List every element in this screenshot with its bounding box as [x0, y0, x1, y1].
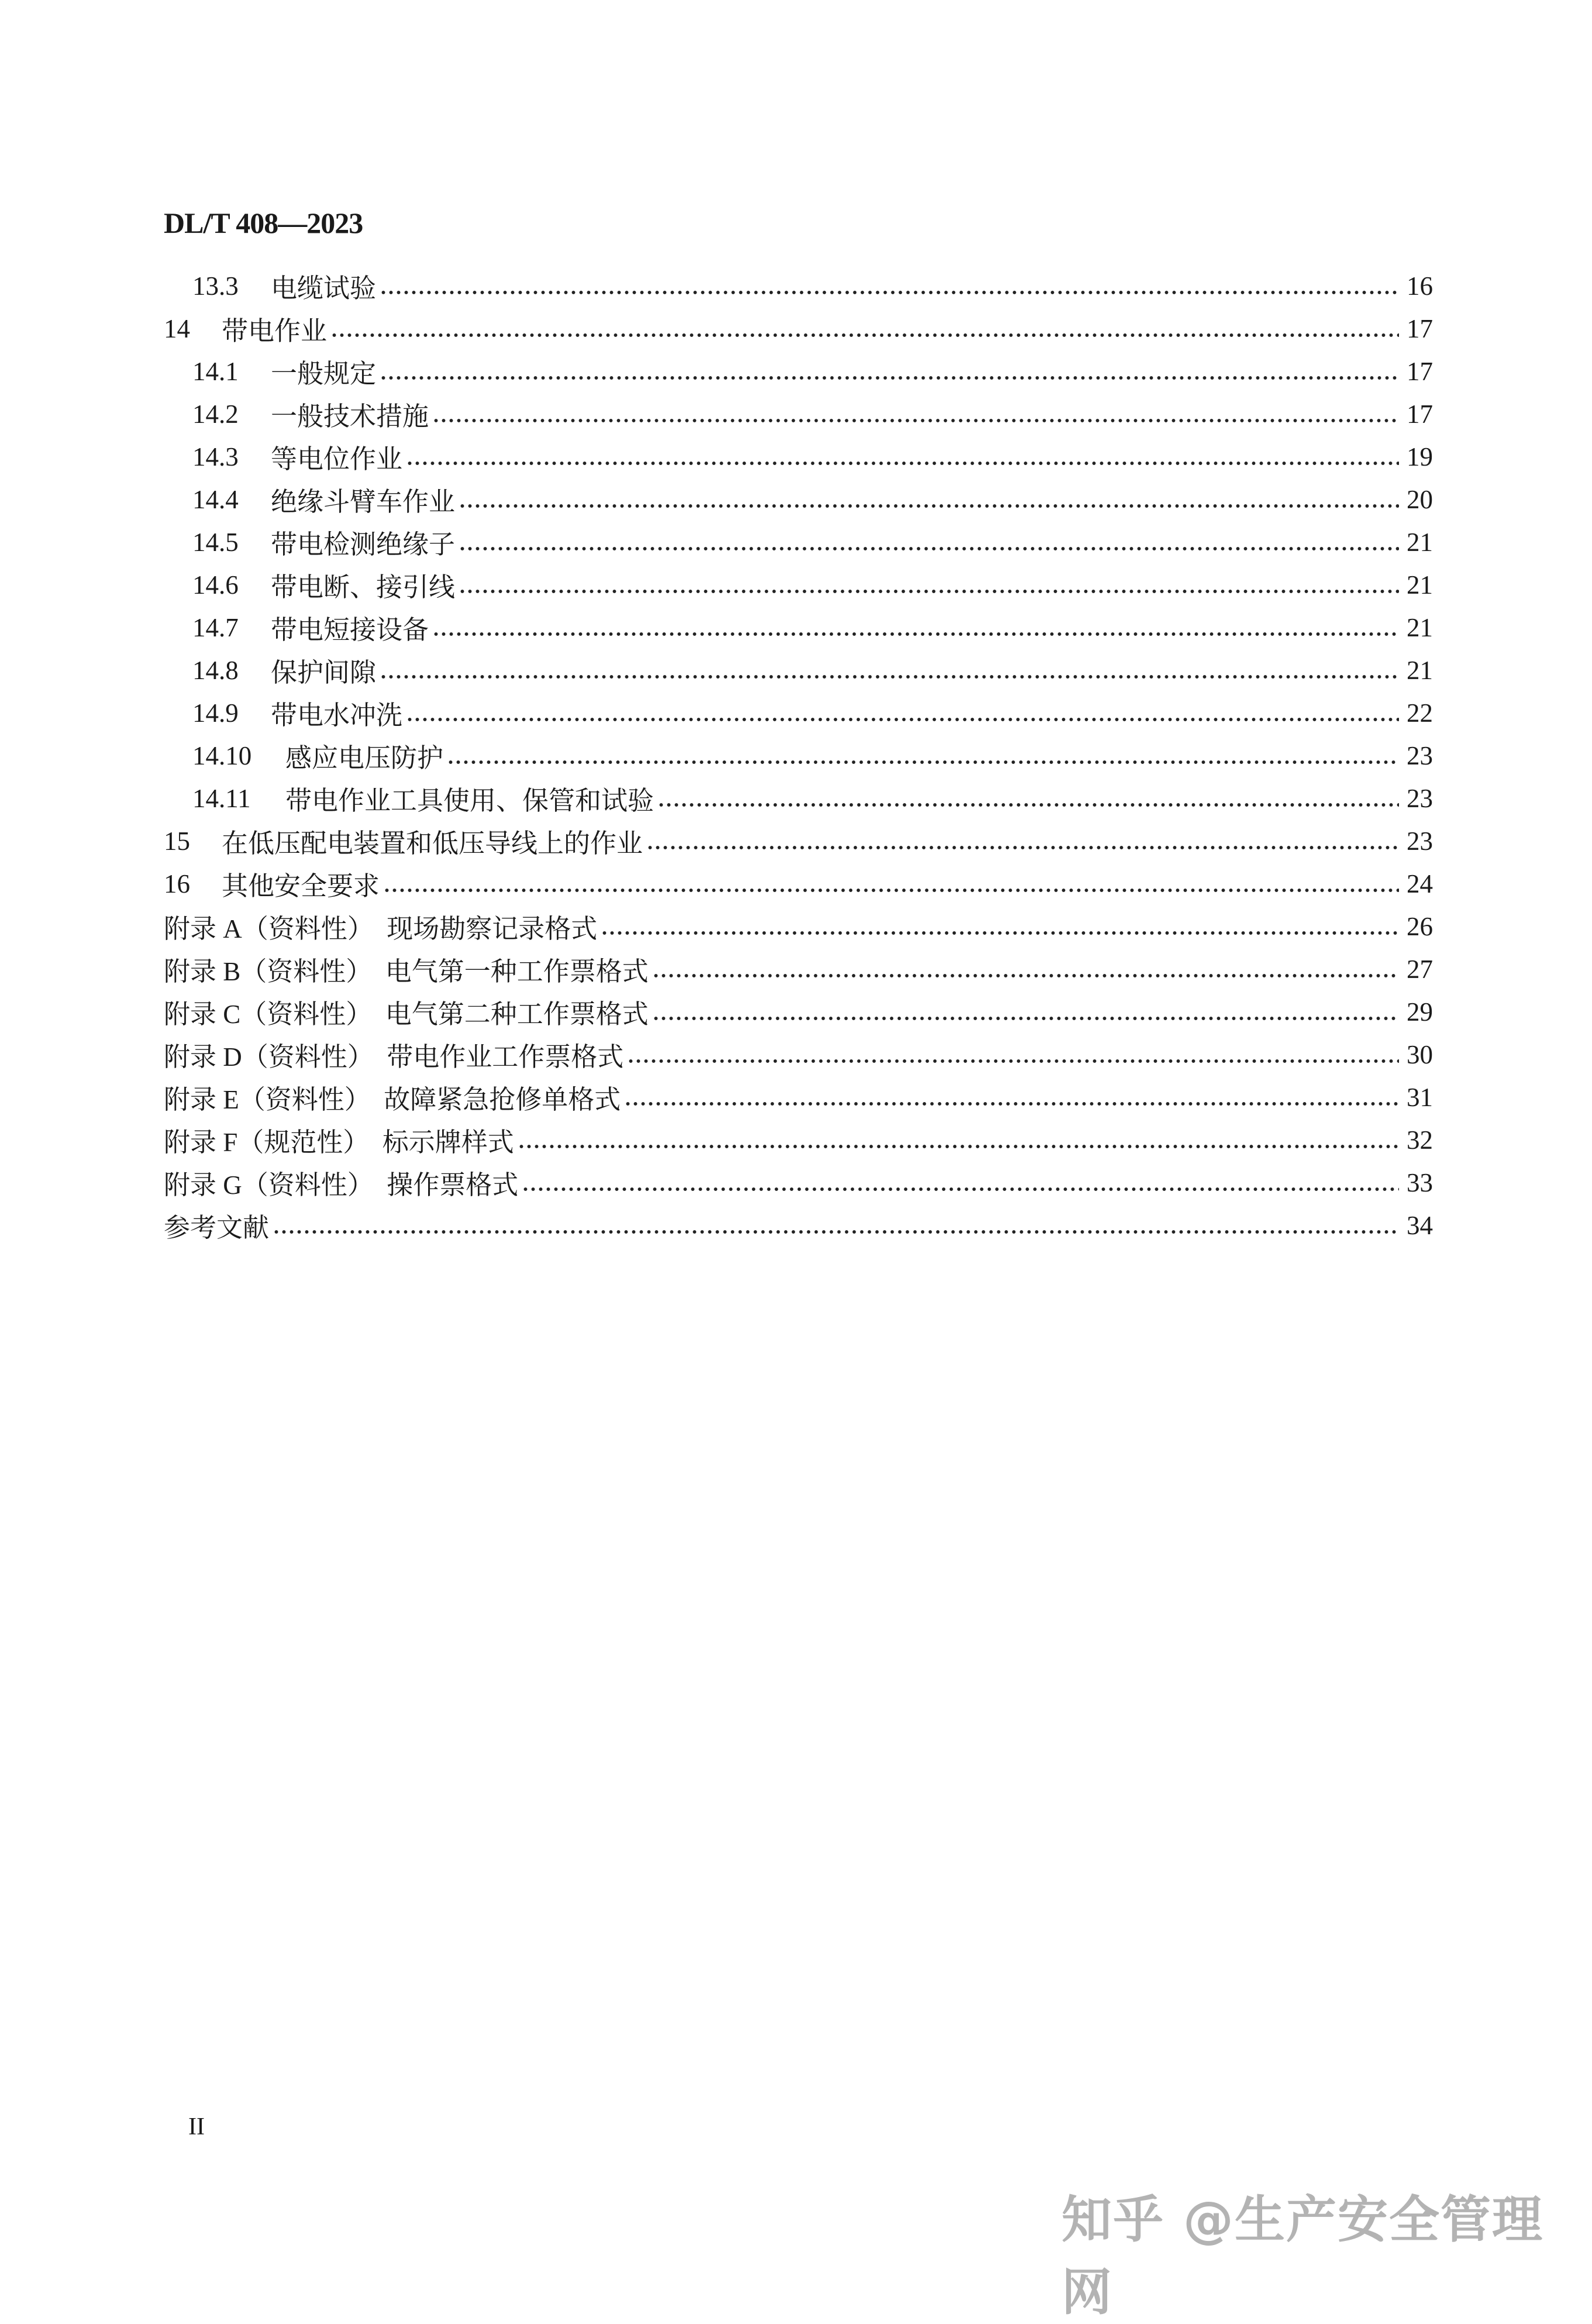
toc-entry-title: 带电短接设备: [271, 615, 429, 645]
toc-entry[interactable]: [164, 1118, 1433, 1161]
toc-entry-page: 17: [1407, 356, 1433, 386]
toc-entry-number: 15: [164, 826, 190, 856]
toc-entry-title: 带电断、接引线: [271, 573, 456, 602]
toc-entry-title: 附录 D（资料性） 带电作业工作票格式: [164, 1042, 624, 1072]
toc-entry-number: 14: [164, 314, 190, 343]
toc-entry-page: 21: [1407, 612, 1433, 642]
toc-entry-page: 21: [1407, 655, 1433, 685]
toc-entry-page: 23: [1407, 741, 1433, 770]
toc-entry-title: 带电水冲洗: [271, 701, 403, 730]
dot-leader: [459, 563, 1399, 606]
dot-leader: [646, 820, 1399, 862]
dot-leader: [406, 691, 1399, 734]
toc-entry-number: 14.1: [192, 356, 239, 386]
dot-leader: [380, 264, 1399, 307]
toc-entry-number: 14.11: [192, 783, 251, 813]
dot-leader: [522, 1161, 1399, 1204]
toc-entry-title: 附录 C（资料性） 电气第二种工作票格式: [164, 1000, 649, 1029]
toc-entry-title: 等电位作业: [271, 445, 403, 474]
toc-entry[interactable]: [164, 862, 1433, 905]
dot-leader: [380, 649, 1399, 691]
toc-entry[interactable]: [164, 1204, 1433, 1247]
toc-entry-page: 21: [1407, 570, 1433, 600]
toc-entry[interactable]: [164, 1161, 1433, 1204]
toc-entry-number: 14.4: [192, 484, 239, 514]
page-number: II: [188, 2113, 205, 2140]
dot-leader: [383, 862, 1399, 905]
dot-leader: [459, 478, 1399, 521]
toc-entry-title: 附录 F（规范性） 标示牌样式: [164, 1128, 514, 1157]
dot-leader: [273, 1204, 1399, 1247]
toc-entry-title: 保护间隙: [271, 658, 377, 687]
toc-entry-number: 14.10: [192, 741, 252, 770]
dot-leader: [624, 1076, 1399, 1118]
toc-entry-title: 附录 E（资料性） 故障紧急抢修单格式: [164, 1085, 621, 1114]
toc-entry[interactable]: [192, 777, 1433, 820]
dot-leader: [652, 948, 1399, 990]
toc-entry-title: 附录 G（资料性） 操作票格式: [164, 1170, 519, 1200]
toc-entry-page: 34: [1407, 1210, 1433, 1240]
toc-entry[interactable]: [192, 734, 1433, 777]
toc-entry-title: 带电检测绝缘子: [271, 530, 456, 559]
toc-entry-title: 绝缘斗臂车作业: [271, 487, 456, 517]
toc-entry[interactable]: [192, 691, 1433, 734]
toc-entry[interactable]: [192, 649, 1433, 691]
toc-entry-page: 27: [1407, 954, 1433, 984]
toc-entry[interactable]: [192, 563, 1433, 606]
toc-entry-title: 带电作业: [222, 316, 328, 346]
toc-entry-title: 参考文献: [164, 1213, 270, 1242]
toc-entry-title: 附录 B（资料性） 电气第一种工作票格式: [164, 957, 649, 986]
toc-entry[interactable]: [164, 948, 1433, 990]
toc-entry-number: 14.3: [192, 442, 239, 471]
toc-entry-page: 26: [1407, 911, 1433, 941]
toc-entry-title: 附录 A（资料性） 现场勘察记录格式: [164, 914, 598, 944]
toc-entry-title: 其他安全要求: [222, 872, 380, 901]
dot-leader: [459, 521, 1399, 563]
toc-entry[interactable]: [164, 1076, 1433, 1118]
dot-leader: [380, 350, 1399, 393]
toc-entry-page: 19: [1407, 442, 1433, 471]
toc-entry-number: 14.5: [192, 527, 239, 557]
toc-entry-page: 23: [1407, 826, 1433, 856]
toc-entry[interactable]: [164, 905, 1433, 948]
toc-entry[interactable]: [192, 521, 1433, 563]
dot-leader: [406, 435, 1399, 478]
toc-entry-number: 16: [164, 869, 190, 898]
toc-entry[interactable]: [192, 435, 1433, 478]
dot-leader: [601, 905, 1399, 948]
toc-entry-title: 带电作业工具使用、保管和试验: [285, 786, 654, 815]
dot-leader: [627, 1033, 1399, 1076]
toc-entry-page: 24: [1407, 869, 1433, 898]
dot-leader: [657, 777, 1399, 820]
toc-entry-title: 一般规定: [271, 359, 377, 388]
toc-entry[interactable]: [192, 393, 1433, 435]
dot-leader: [652, 990, 1399, 1033]
toc-entry-page: 30: [1407, 1039, 1433, 1069]
toc-entry-number: 14.7: [192, 612, 239, 642]
toc-entry-page: 23: [1407, 783, 1433, 813]
toc-entry-page: 17: [1407, 399, 1433, 429]
toc-entry[interactable]: [192, 478, 1433, 521]
toc-entry[interactable]: [192, 264, 1433, 307]
toc-entry[interactable]: [164, 820, 1433, 862]
dot-leader: [432, 393, 1399, 435]
toc-entry[interactable]: [164, 1033, 1433, 1076]
toc-entry[interactable]: [164, 307, 1433, 350]
dot-leader: [447, 734, 1399, 777]
toc-entry-number: 13.3: [192, 271, 239, 301]
dot-leader: [330, 307, 1399, 350]
toc-entry-title: 电缆试验: [271, 274, 377, 303]
toc-entry-title: 一般技术措施: [271, 402, 429, 431]
dot-leader: [432, 606, 1399, 649]
watermark: 知乎 @生产安全管理网: [1062, 2191, 1543, 2322]
dot-leader: [518, 1118, 1399, 1161]
toc-entry-page: 17: [1407, 314, 1433, 343]
toc-entry-page: 31: [1407, 1082, 1433, 1112]
toc-entry-page: 22: [1407, 698, 1433, 728]
toc-entry-page: 21: [1407, 527, 1433, 557]
toc-entry-page: 29: [1407, 997, 1433, 1027]
toc-entry[interactable]: [164, 990, 1433, 1033]
toc-entry-page: 32: [1407, 1125, 1433, 1155]
toc-entry-page: 20: [1407, 484, 1433, 514]
toc-entry-title: 在低压配电装置和低压导线上的作业: [222, 829, 643, 858]
toc-entry-number: 14.6: [192, 570, 239, 600]
toc-entry-number: 14.2: [192, 399, 239, 429]
toc-entry[interactable]: [192, 606, 1433, 649]
toc-entry-page: 16: [1407, 271, 1433, 301]
toc-entry-title: 感应电压防护: [285, 743, 444, 773]
toc-entry[interactable]: [192, 350, 1433, 393]
standard-number-header: DL/T 408—2023: [164, 206, 363, 239]
toc-entry-page: 33: [1407, 1168, 1433, 1197]
toc-entry-number: 14.8: [192, 655, 239, 685]
toc-entry-number: 14.9: [192, 698, 239, 728]
